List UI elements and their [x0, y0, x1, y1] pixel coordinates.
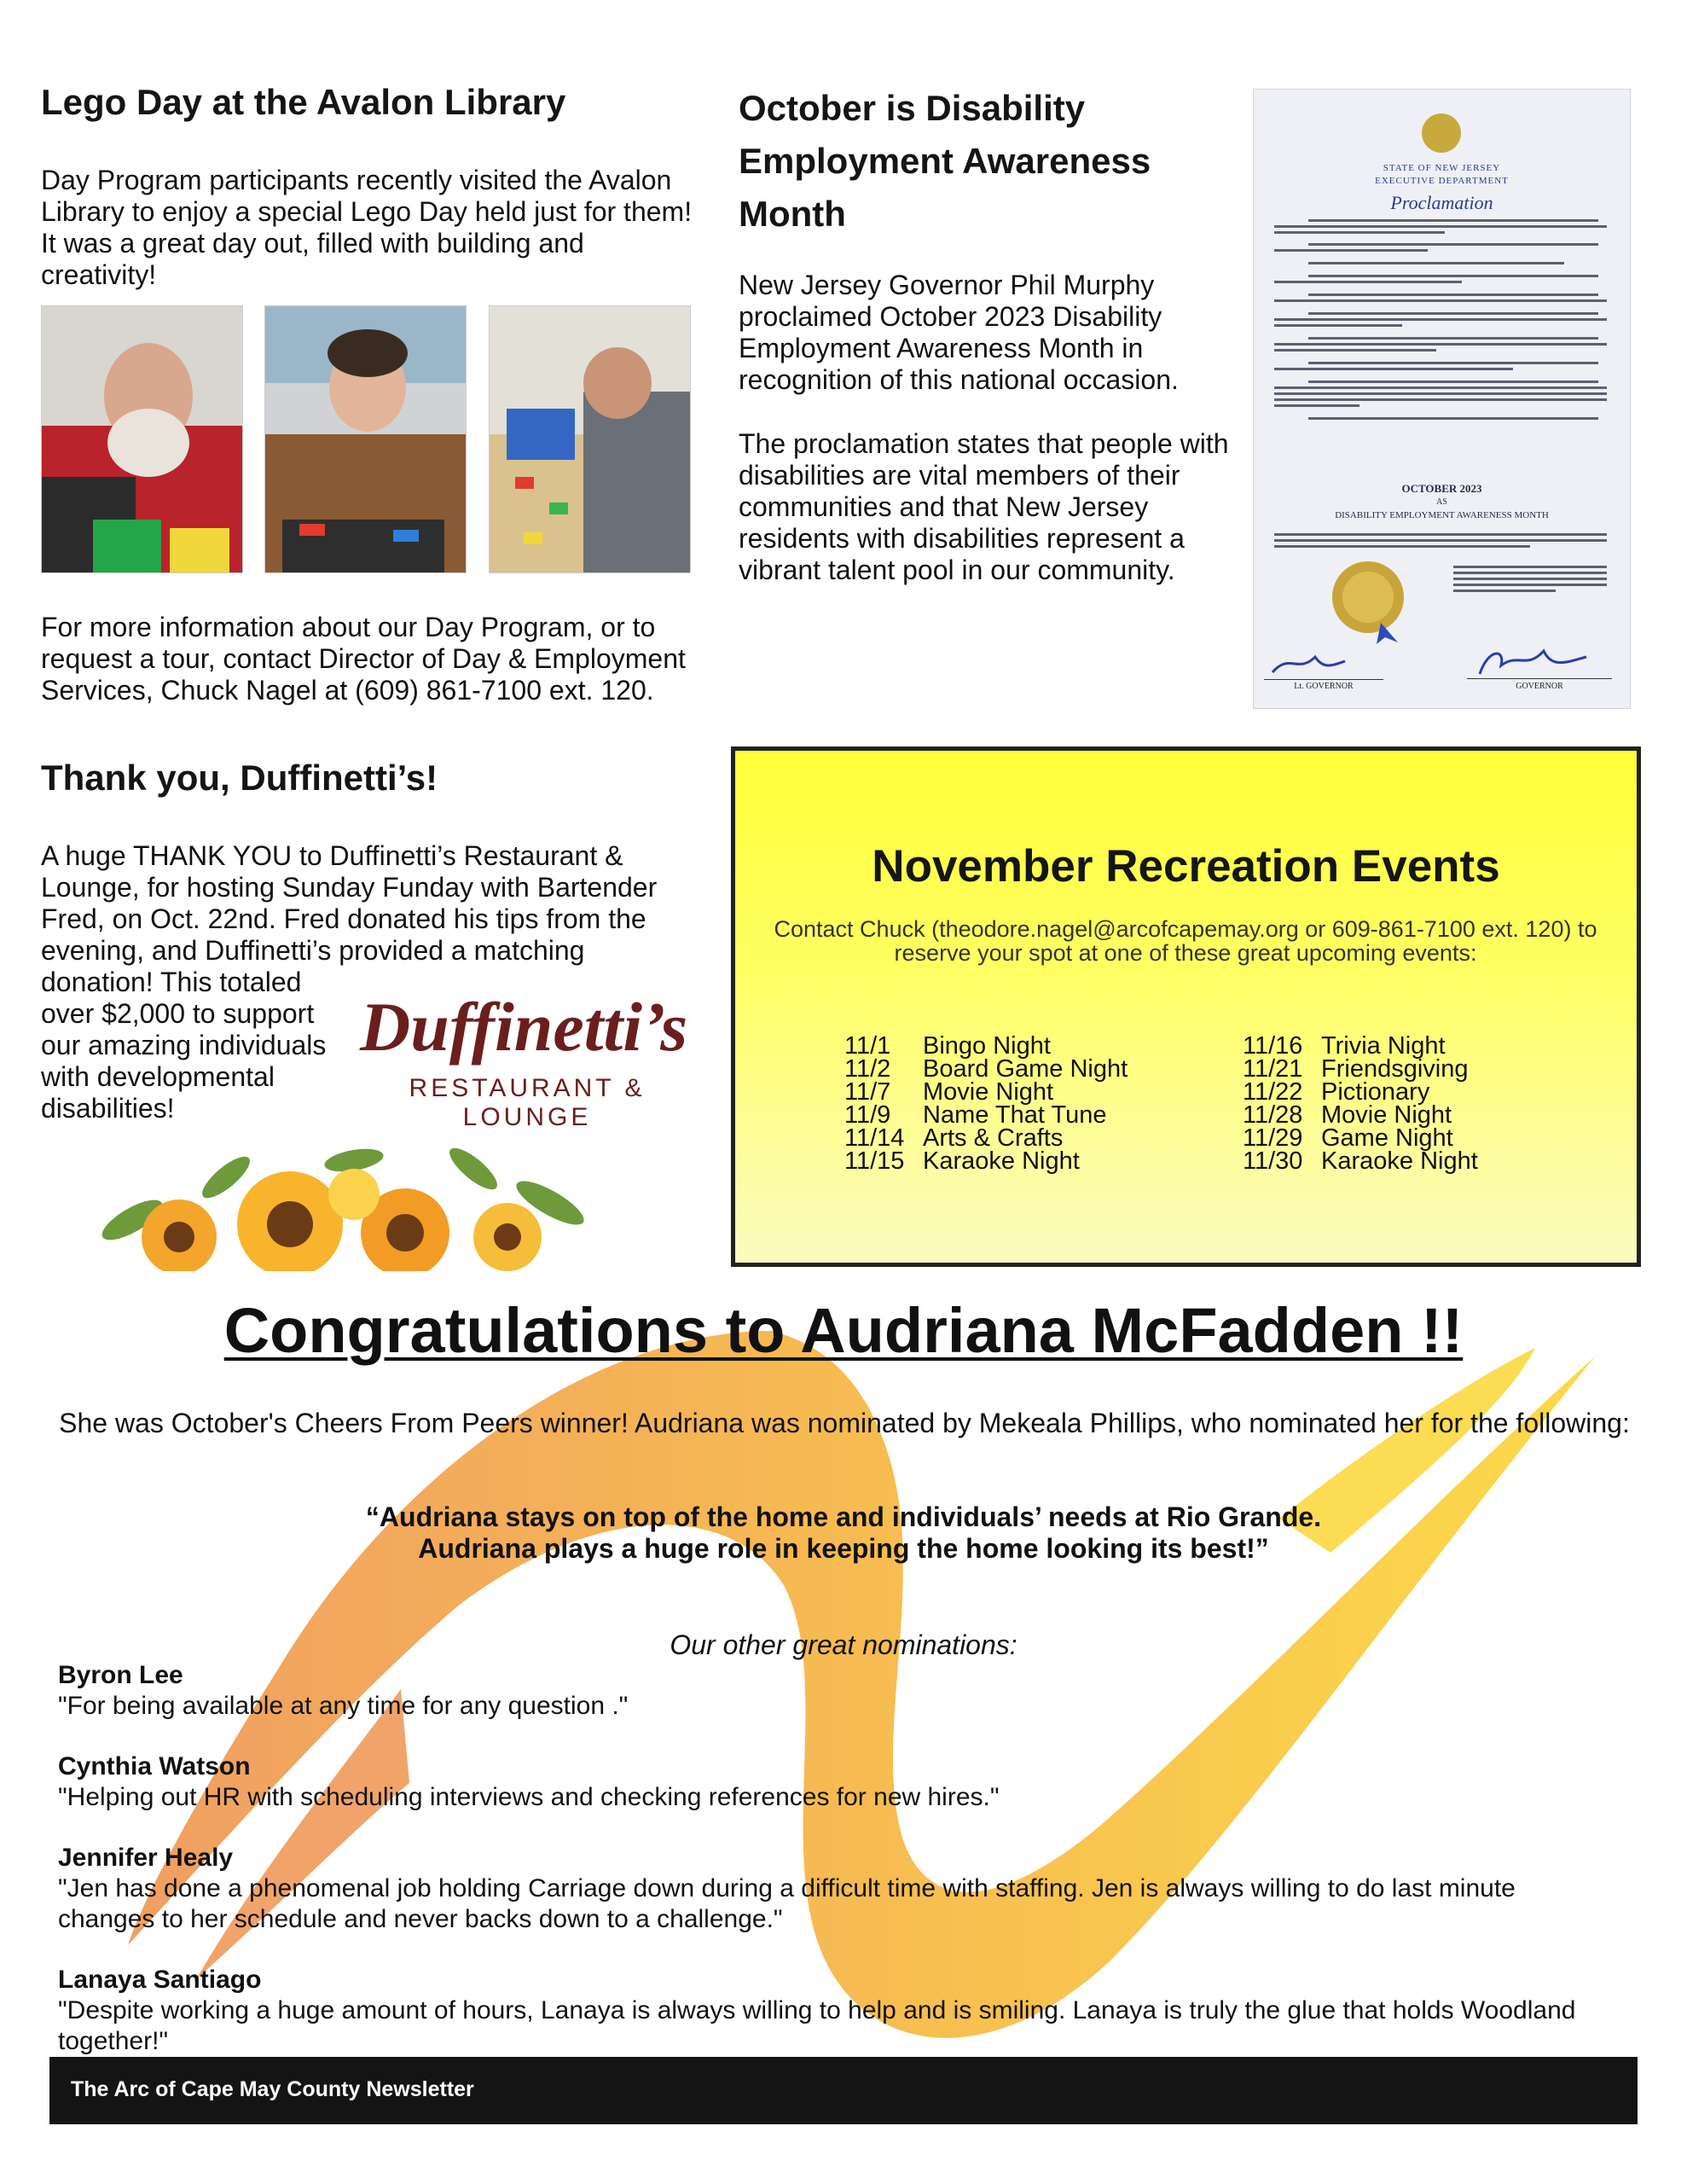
nominee-quote: "Jen has done a phenomenal job holding Carriage down during a difficult time with staffing. Jen is always willing to do last minute changes to her schedule and never backs down to a challenge.": [58, 1874, 1516, 1933]
governor-signature: [1467, 644, 1612, 679]
lego-day-body: Day Program participants recently visited the Avalon Library to enjoy a special Lego Day held just for them! It was a great day out, filled with building and creativity!: [41, 165, 693, 290]
event-name: Trivia Night: [1321, 1032, 1446, 1060]
proclamation-state: STATE OF NEW JERSEY: [1383, 163, 1501, 173]
photo-lego-participant-3: [489, 305, 691, 573]
disability-month-title: October is Disability Employment Awareness Month: [739, 88, 1151, 234]
congrats-quote-line-1: “Audriana stays on top of the home and individuals’ needs at Rio Grande.: [365, 1502, 1322, 1532]
event-name: Game Night: [1321, 1124, 1453, 1152]
sunflower-decoration: [98, 1126, 601, 1271]
proclamation-department: EXECUTIVE DEPARTMENT: [1375, 176, 1509, 186]
nominee-quote: "Helping out HR with scheduling interviews and checking references for new hires.": [58, 1783, 1000, 1811]
photo-lego-participant-2: [264, 305, 467, 573]
lt-governor-signature: [1264, 648, 1383, 680]
congrats-title: Congratulations to Audriana McFadden !!: [223, 1295, 1464, 1366]
event-name: Karaoke Night: [923, 1147, 1080, 1175]
duffinettis-logo: Duffinetti’s: [360, 988, 688, 1066]
nominations-list: [58, 1660, 1619, 2087]
newsletter-footer: [49, 2057, 1638, 2124]
event-item: [844, 1055, 1128, 1083]
event-item: [844, 1101, 1128, 1129]
event-item: [1243, 1032, 1478, 1060]
state-seal-icon: [1422, 113, 1461, 153]
event-name: Friendsgiving: [1321, 1055, 1469, 1083]
nominee-name: Byron Lee: [58, 1661, 183, 1689]
proclamation-heading: Proclamation: [1390, 192, 1493, 213]
event-date: 11/28: [1243, 1101, 1303, 1129]
nomination-item: [58, 1965, 1619, 2057]
event-item: [844, 1032, 1128, 1060]
nominee-name: Cynthia Watson: [58, 1752, 251, 1780]
lego-day-title: Lego Day at the Avalon Library: [41, 82, 566, 122]
nominee-quote: "Despite working a huge amount of hours, Lanaya is always willing to help and is smiling. Lanaya is truly the glue that holds Woodland together!": [58, 1996, 1576, 2055]
event-name: Bingo Night: [923, 1032, 1051, 1060]
event-name: Karaoke Night: [1321, 1147, 1478, 1175]
event-name: Movie Night: [923, 1078, 1054, 1106]
thanks-body-continued: donation! This totaled over $2,000 to support our amazing individuals with developmental disabilities!: [41, 967, 327, 1124]
event-date: 11/7: [844, 1078, 891, 1106]
november-events-box: [731, 746, 1641, 1267]
footer-text: The Arc of Cape May County Newsletter: [71, 2077, 474, 2101]
event-item: [844, 1124, 1128, 1152]
events-contact: Contact Chuck (theodore.nagel@arcofcapemay.org or 609-861-7100 ext. 120) to reserve your spot at one of these great upcoming events:: [774, 916, 1597, 966]
events-list-right: [1243, 1032, 1478, 1175]
proclamation-as: AS: [1436, 497, 1447, 507]
proclamation-closing-lines: [1274, 533, 1609, 644]
nomination-item: [58, 1751, 1619, 1813]
event-date: 11/1: [844, 1032, 891, 1060]
event-date: 11/14: [844, 1124, 905, 1152]
nomination-item: [58, 1843, 1619, 1935]
disability-month-p1: New Jersey Governor Phil Murphy proclaimed October 2023 Disability Employment Awareness Month in recognition of this national occasion.: [739, 270, 1179, 395]
event-name: Board Game Night: [923, 1055, 1128, 1083]
congrats-intro: She was October's Cheers From Peers winner! Audriana was nominated by Mekeala Phillips, who nominated her for the following:: [59, 1408, 1630, 1438]
proclamation-month-name: DISABILITY EMPLOYMENT AWARENESS MONTH: [1335, 510, 1549, 520]
event-item: [844, 1078, 1128, 1106]
events-title: November Recreation Events: [872, 841, 1500, 892]
lt-governor-label: Lt. GOVERNOR: [1294, 682, 1354, 691]
nominee-quote: "For being available at any time for any question .": [58, 1692, 629, 1720]
lego-day-info: For more information about our Day Program, or to request a tour, contact Director of Day & Employment Services, Chuck Nagel at (609) 861-7100 ext. 120.: [41, 612, 686, 706]
congrats-quote-line-2: Audriana plays a huge role in keeping the home looking its best!”: [418, 1533, 1269, 1564]
governor-label: GOVERNOR: [1516, 682, 1563, 691]
nominee-name: Jennifer Healy: [58, 1844, 234, 1872]
event-date: 11/29: [1243, 1124, 1303, 1152]
duffinettis-logo-subtitle: RESTAURANT & LOUNGE: [409, 1074, 646, 1131]
event-date: 11/2: [844, 1055, 891, 1083]
thanks-body: A huge THANK YOU to Duffinetti’s Restaurant & Lounge, for hosting Sunday Funday with Bartender Fred, on Oct. 22nd. Fred donated his tips from the evening, and Duffinetti’s provided a matching: [41, 840, 658, 966]
event-item: [1243, 1078, 1478, 1106]
proclamation-text-lines: [1274, 219, 1609, 475]
event-date: 11/16: [1243, 1032, 1303, 1060]
event-date: 11/15: [844, 1147, 905, 1175]
event-date: 11/22: [1243, 1078, 1303, 1106]
other-nominations-heading: Our other great nominations:: [670, 1629, 1017, 1660]
event-name: Name That Tune: [923, 1101, 1107, 1129]
thanks-title: Thank you, Duffinetti’s!: [41, 758, 438, 798]
event-name: Movie Night: [1321, 1101, 1452, 1129]
event-date: 11/21: [1243, 1055, 1303, 1083]
event-date: 11/9: [844, 1101, 891, 1129]
event-item: [1243, 1147, 1478, 1175]
nominee-name: Lanaya Santiago: [58, 1966, 262, 1994]
event-item: [1243, 1124, 1478, 1152]
disability-month-p2: The proclamation states that people with disabilities are vital members of their communities and that New Jersey residents with disabilities represent a vibrant talent pool in our community.: [739, 428, 1229, 585]
event-name: Pictionary: [1321, 1078, 1430, 1106]
event-date: 11/30: [1243, 1147, 1303, 1175]
photo-lego-participant-1: [41, 305, 243, 573]
event-item: [1243, 1101, 1478, 1129]
proclamation-date: OCTOBER 2023: [1401, 482, 1482, 495]
events-list-left: [844, 1032, 1128, 1175]
event-name: Arts & Crafts: [923, 1124, 1064, 1152]
nomination-item: [58, 1660, 1619, 1722]
event-item: [1243, 1055, 1478, 1083]
proclamation-document: [1253, 89, 1631, 709]
congrats-title-wrap: [0, 1297, 1687, 1365]
event-item: [844, 1147, 1128, 1175]
